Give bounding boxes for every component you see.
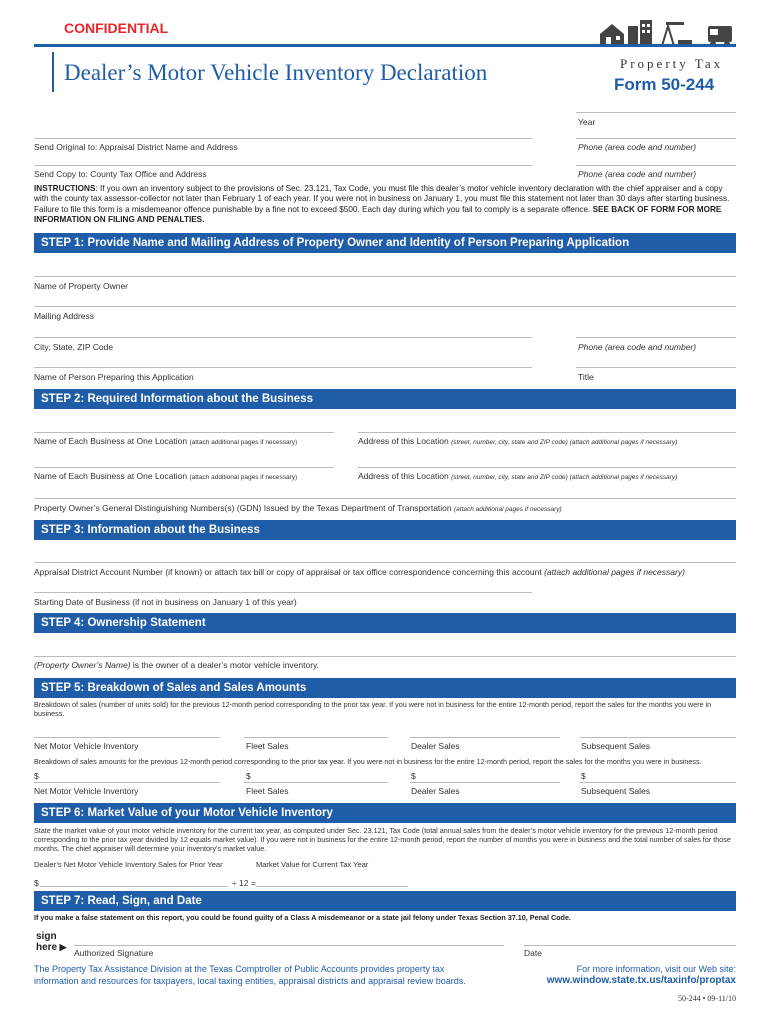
step6-dollar-sign: $ [34, 878, 39, 888]
date-label: Date [524, 948, 542, 958]
dealer-units-label: Dealer Sales [411, 741, 460, 751]
start-date-field[interactable] [34, 592, 532, 593]
header-vertical-rule [52, 52, 54, 92]
address-field-2[interactable] [358, 467, 736, 468]
year-field[interactable] [576, 112, 736, 113]
send-copy-field[interactable] [34, 165, 532, 166]
dealer-dollar-sign: $ [411, 771, 416, 781]
signature-label: Authorized Signature [74, 948, 154, 958]
owner-name-field[interactable] [34, 656, 736, 657]
subsequent-dollar-sign: $ [581, 771, 586, 781]
biz-name-label-1: Name of Each Business at One Location (attach additional pages if necessary) [34, 436, 298, 446]
phone2-field[interactable] [576, 165, 736, 166]
send-original-label: Send Original to: Appraisal District Name and Address [34, 142, 238, 152]
form-title: Dealer’s Motor Vehicle Inventory Declaration [64, 60, 488, 85]
start-date-label: Starting Date of Business (if not in business on January 1 of this year) [34, 597, 297, 607]
step4-header: STEP 4: Ownership Statement [34, 613, 736, 633]
dealer-net-label: Dealer’s Net Motor Vehicle Inventory Sales for Prior Year [34, 860, 223, 869]
form-code: 50-244 • 09-11/10 [677, 994, 736, 1003]
account-field[interactable] [34, 562, 736, 563]
phone2-label: Phone (area code and number) [578, 169, 697, 179]
step6-text: State the market value of your motor vehicle inventory for the current tax year, as computed under Sec. 23.121, Tax Code (total annual sales from the dealer’s motor vehicle inventory for the previous 12-month period corresponding to the prior tax year divided by 12 equals market value). If you were not in business for the entire 12-month period, report the number of months you were in business and the total number of sales for those months. The chief appraiser will determine your inventory’s market value. [34, 826, 731, 853]
step1-header: STEP 1: Provide Name and Mailing Address of Property Owner and Identity of Person Preparing Application [34, 233, 736, 253]
false-statement-warning: If you make a false statement on this report, you could be found guilty of a Class A misdemeanor or a state jail felony under Texas Section 37.10, Penal Code. [34, 913, 571, 922]
subsequent-amount-label: Subsequent Sales [581, 786, 650, 796]
fleet-units-label: Fleet Sales [246, 741, 289, 751]
dealer-amount-label: Dealer Sales [411, 786, 460, 796]
confidential-label: CONFIDENTIAL [64, 20, 169, 36]
address-label-1: Address of this Location (street, number, city, state and ZIP code) (attach additional pages if necessary) [358, 436, 678, 446]
title-label: Title [578, 372, 594, 382]
dealer-units-field[interactable] [410, 737, 560, 738]
step6-header: STEP 6: Market Value of your Motor Vehicle Inventory [34, 803, 736, 823]
property-icons [598, 20, 738, 53]
preparer-label: Name of Person Preparing this Application [34, 372, 194, 382]
send-original-field[interactable] [34, 138, 532, 139]
net-dollar-sign: $ [34, 771, 39, 781]
preparer-field[interactable] [34, 367, 532, 368]
title-field[interactable] [576, 367, 736, 368]
dealer-amount-field[interactable] [410, 782, 560, 783]
footer-right: For more information, visit our Web site: www.window.state.tx.us/taxinfo/proptax [546, 964, 736, 986]
form-number: Form 50-244 [614, 75, 715, 94]
biz-name-field-1[interactable] [34, 432, 334, 433]
sign-here-marker: sign here ▶ [36, 931, 67, 953]
step2-header: STEP 2: Required Information about the Business [34, 389, 736, 409]
arrow-right-icon: ▶ [57, 942, 67, 952]
gdn-label: Property Owner’s General Distinguishing Numbers(s) (GDN) Issued by the Texas Department of Transportation (attach additional pages if necessary) [34, 503, 562, 513]
mailing-field[interactable] [34, 306, 736, 307]
subsequent-amount-field[interactable] [580, 782, 736, 783]
phone1-label: Phone (area code and number) [578, 142, 697, 152]
net-amount-label: Net Motor Vehicle Inventory [34, 786, 139, 796]
date-field[interactable] [524, 945, 736, 946]
phone1-field[interactable] [576, 138, 736, 139]
footer-left: The Property Tax Assistance Division at the Texas Comptroller of Public Accounts provides property tax information and resources for taxpayers, local taxing entities, appraisal districts and appraisal review boards. [34, 964, 466, 986]
market-value-field[interactable] [256, 886, 408, 887]
step5-header: STEP 5: Breakdown of Sales and Sales Amounts [34, 678, 736, 698]
header-rule [34, 44, 736, 47]
step7-header: STEP 7: Read, Sign, and Date [34, 891, 736, 911]
ownership-statement: (Property Owner’s Name) is the owner of a dealer’s motor vehicle inventory. [34, 660, 320, 670]
market-value-label: Market Value for Current Tax Year [256, 860, 369, 869]
biz-name-field-2[interactable] [34, 467, 334, 468]
subsequent-units-field[interactable] [580, 737, 736, 738]
address-field-1[interactable] [358, 432, 736, 433]
step5-units-text: Breakdown of sales (number of units sold) for the previous 12-month period corresponding to the prior tax year. If you were not in business for the entire 12-month period, report the sales for the months you were in business. [34, 700, 712, 718]
gdn-field[interactable] [34, 498, 736, 499]
fleet-amount-field[interactable] [244, 782, 388, 783]
subsequent-units-label: Subsequent Sales [581, 741, 650, 751]
property-tax-label: Property Tax [620, 56, 724, 71]
owner-field[interactable] [34, 276, 736, 277]
owner-label: Name of Property Owner [34, 281, 129, 291]
fleet-units-field[interactable] [244, 737, 388, 738]
mailing-label: Mailing Address [34, 311, 95, 321]
divide-by-12: ÷ 12 = [232, 878, 256, 888]
address-label-2: Address of this Location (street, number, city, state and ZIP code) (attach additional pages if necessary) [358, 471, 678, 481]
step1-phone-label: Phone (area code and number) [578, 342, 697, 352]
account-label: Appraisal District Account Number (if known) or attach tax bill or copy of appraisal or tax office correspondence concerning this account (attach additional pages if necessary) [34, 567, 685, 577]
instructions: INSTRUCTIONS: If you own an inventory subject to the provisions of Sec. 23.121, Tax Code, you must file this dealer’s motor vehicle inventory declaration with the chief appraiser and a copy with the county tax assessor-collector not later than February 1 of each year. If you were not in business on January 1, you must file this statement not later than 30 days after starting business. Failure to file this form is a misdemeanor offence punishable by a fine not to exceed $500. Each day during which you fail to comply is a separate offence. SEE BACK OF FORM FOR MORE INFORMATION ON FILING AND PENALTIES. [34, 184, 730, 224]
net-units-field[interactable] [34, 737, 220, 738]
city-label: City, State, ZIP Code [34, 342, 114, 352]
net-amount-field[interactable] [34, 782, 220, 783]
signature-field[interactable] [74, 945, 504, 946]
net-units-label: Net Motor Vehicle Inventory [34, 741, 139, 751]
step5-amounts-text: Breakdown of sales amounts for the previous 12-month period corresponding to the prior tax year. If you were not in business for the entire 12-month period, report the sales for the months you were in business. [34, 757, 702, 766]
year-label: Year [578, 117, 596, 127]
biz-name-label-2: Name of Each Business at One Location (attach additional pages if necessary) [34, 471, 298, 481]
city-field[interactable] [34, 337, 532, 338]
send-copy-label: Send Copy to: County Tax Office and Address [34, 169, 207, 179]
fleet-amount-label: Fleet Sales [246, 786, 289, 796]
step1-phone-field[interactable] [576, 337, 736, 338]
dealer-net-field[interactable] [40, 886, 228, 887]
website-link[interactable]: www.window.state.tx.us/taxinfo/proptax [546, 975, 736, 986]
fleet-dollar-sign: $ [246, 771, 251, 781]
step3-header: STEP 3: Information about the Business [34, 520, 736, 540]
